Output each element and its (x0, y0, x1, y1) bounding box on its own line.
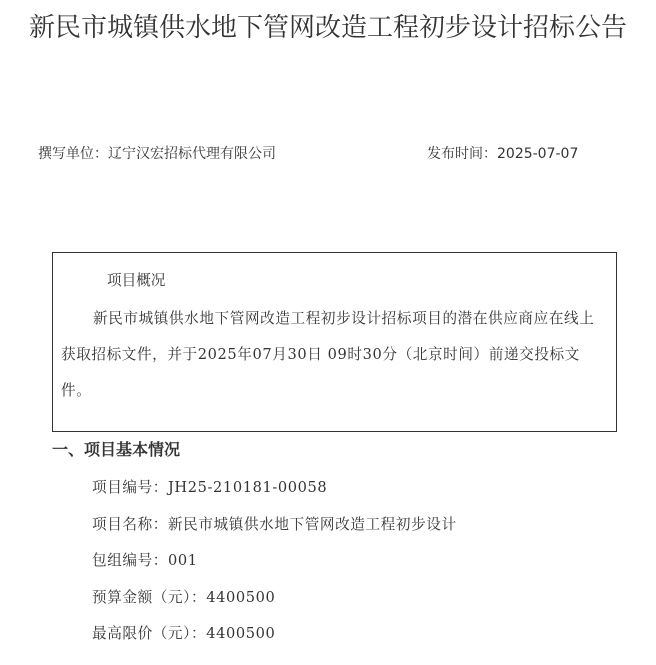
section-basic-info-heading: 一、项目基本情况 (52, 440, 181, 459)
notice-meta (0, 143, 656, 165)
info-project-number: 项目编号：JH25-210181-00058 (92, 479, 328, 496)
info-budget-amount: 预算金额（元）：4400500 (92, 588, 276, 606)
basic-info-list (92, 476, 457, 659)
overview-heading: 项目概况 (107, 272, 166, 289)
info-project-name: 项目名称：新民市城镇供水地下管网改造工程初步设计 (92, 515, 457, 533)
author-unit: 撰写单位：辽宁汉宏招标代理有限公司 (38, 146, 276, 162)
notice-title: 新民市城镇供水地下管网改造工程初步设计招标公告 (28, 13, 627, 43)
info-max-price: 最高限价（元）：4400500 (92, 625, 276, 643)
publish-date: 发布时间：2025-07-07 (427, 146, 579, 162)
project-overview-box (52, 252, 617, 432)
overview-text: 新民市城镇供水地下管网改造工程初步设计招标项目的潜在供应商应在线上获取招标文件，并于2025年07月30日 09时30分（北京时间）前递交投标文件。 (61, 310, 595, 399)
info-package-number: 包组编号：001 (92, 552, 198, 570)
